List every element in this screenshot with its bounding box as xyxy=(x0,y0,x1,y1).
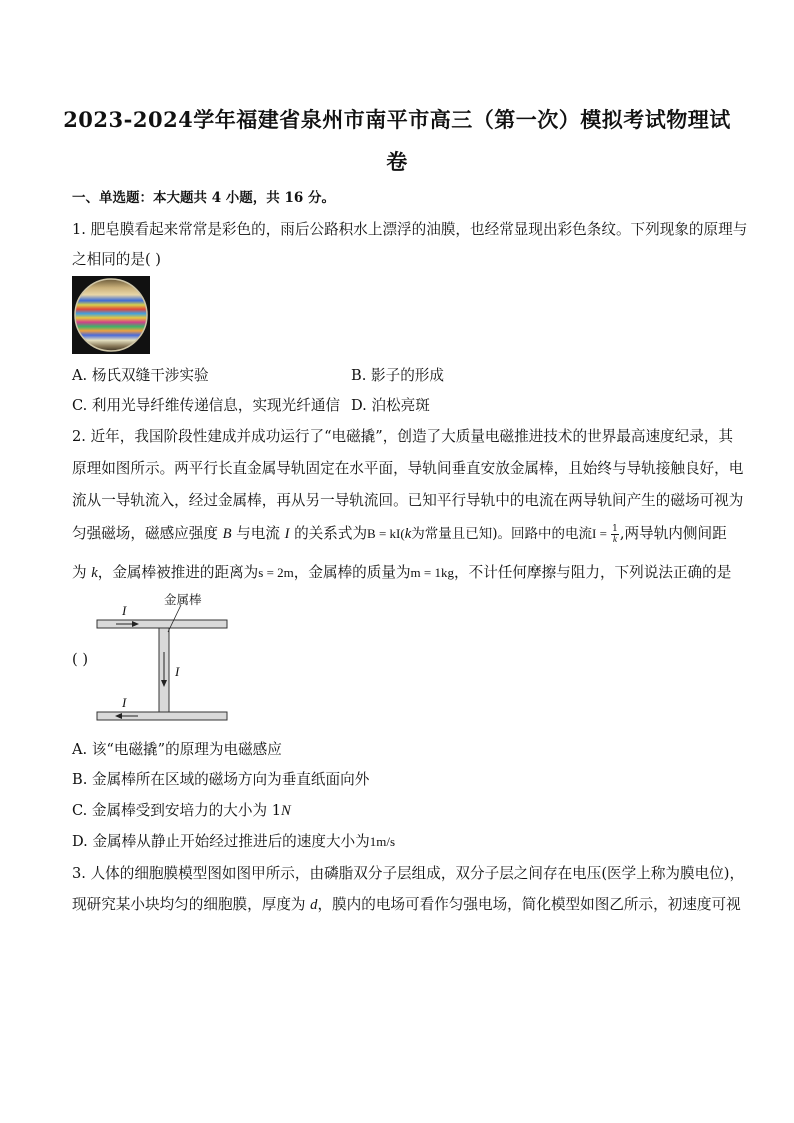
document-title-line-1: 2023-2024学年福建省泉州市南平市高三（第一次）模拟考试物理试 xyxy=(63,107,731,132)
q2-fraction-denominator: k xyxy=(613,533,618,544)
q2-line4-equation-i: I = xyxy=(591,526,611,541)
rail-gun-diagram xyxy=(92,590,242,730)
q2-fraction-numerator: 1 xyxy=(612,523,618,534)
q2-stem-line-1: 2. 近年，我国阶段性建成并成功运行了“电磁撬”，创造了大质量电磁推进技术的世界最高速度纪录，其 xyxy=(72,428,734,445)
q2-line5-text-a: 为 xyxy=(72,564,92,581)
q3-line2-text-b: ，膜内的电场可看作匀强电场，简化模型如图乙所示，初速度可视 xyxy=(317,896,741,913)
soap-film-image xyxy=(72,276,150,354)
q2-line4-text-a: 匀强磁场，磁感应强度 xyxy=(72,525,223,542)
q2-option-d xyxy=(72,830,395,851)
q2-line5-text-c: ，金属棒的质量为 xyxy=(293,564,411,581)
q2-line4-text-e: ,两导轨内侧间距 xyxy=(619,525,727,542)
document-title-line-2: 卷 xyxy=(386,149,408,174)
q2-stem-line-3: 流从一导轨流入，经过金属棒，再从另一导轨流回。已知平行导轨中的电流在两导轨间产生的磁场可视为 xyxy=(72,492,744,509)
q2-option-d-value: 1m/s xyxy=(369,834,396,849)
rail-gun-figure xyxy=(92,590,242,730)
q2-line4-text-d: 为常量且已知)。回路中的电流 xyxy=(411,526,592,542)
q2-line5-text-d: ，不计任何摩擦与阻力，下列说法正确的是 xyxy=(454,564,732,581)
soap-film-figure xyxy=(72,276,150,354)
q2-line5-distance: s = 2m xyxy=(258,565,294,580)
q2-line5-symbol-k: k xyxy=(91,565,98,581)
q2-option-c xyxy=(72,799,291,820)
q2-line4-symbol-b: B xyxy=(222,526,232,542)
q2-option-a: A. 该“电磁撬”的原理为电磁感应 xyxy=(72,741,282,758)
q2-line4-fraction xyxy=(611,525,619,544)
section-heading-single-choice: 一、单选题：本大题共 4 小题，共 16 分。 xyxy=(72,190,335,206)
q2-line4-symbol-i: I xyxy=(284,526,290,542)
bottom-current-label: I xyxy=(122,695,127,710)
q2-line4-text-c: 的关系式为 xyxy=(289,525,368,542)
q2-stem-line-4 xyxy=(72,522,727,544)
q3-line2-symbol-d: d xyxy=(310,897,318,913)
q2-stem-line-5 xyxy=(72,561,731,582)
q3-line2-text-a: 现研究某小块均匀的细胞膜，厚度为 xyxy=(72,896,311,913)
rod-label: 金属棒 xyxy=(164,592,202,607)
q1-stem-line-2: 之相同的是( ) xyxy=(72,251,161,268)
q1-option-b: B. 影子的形成 xyxy=(351,367,444,384)
q3-stem-line-1: 3. 人体的细胞膜模型图如图甲所示，由磷脂双分子层组成，双分子层之间存在电压(医学上称为膜电位)， xyxy=(72,865,745,882)
q2-line4-text-b: 与电流 xyxy=(231,525,285,542)
q2-option-b: B. 金属棒所在区域的磁场方向为垂直纸面向外 xyxy=(72,771,370,788)
q2-option-c-unit: N xyxy=(280,803,291,819)
q2-option-d-text: D. 金属棒从静止开始经过推进后的速度大小为 xyxy=(72,833,370,850)
q1-stem-line-1: 1. 肥皂膜看起来常常是彩色的，雨后公路积水上漂浮的油膜，也经常显现出彩色条纹。下列现象的原理与 xyxy=(72,221,748,238)
q1-option-c: C. 利用光导纤维传递信息，实现光纤通信 xyxy=(72,397,341,414)
q2-line5-text-b: ，金属棒被推进的距离为 xyxy=(97,564,259,581)
rod-current-label: I xyxy=(175,664,180,679)
q2-line4-symbol-k: k xyxy=(404,526,412,542)
q1-option-a: A. 杨氏双缝干涉实验 xyxy=(72,367,209,384)
q2-line5-mass: m = 1kg xyxy=(410,565,454,580)
q2-stem-line-2: 原理如图所示。两平行长直金属导轨固定在水平面，导轨间垂直安放金属棒，且始终与导轨接触良好，电 xyxy=(72,460,744,477)
q2-line4-equation-b: B = kI( xyxy=(367,526,405,541)
top-current-label: I xyxy=(122,603,127,618)
q3-stem-line-2 xyxy=(72,893,741,914)
q2-answer-paren: ( ) xyxy=(72,651,89,668)
q1-option-d: D. 泊松亮斑 xyxy=(351,397,430,414)
q2-option-c-text: C. 金属棒受到安培力的大小为 1 xyxy=(72,802,281,819)
